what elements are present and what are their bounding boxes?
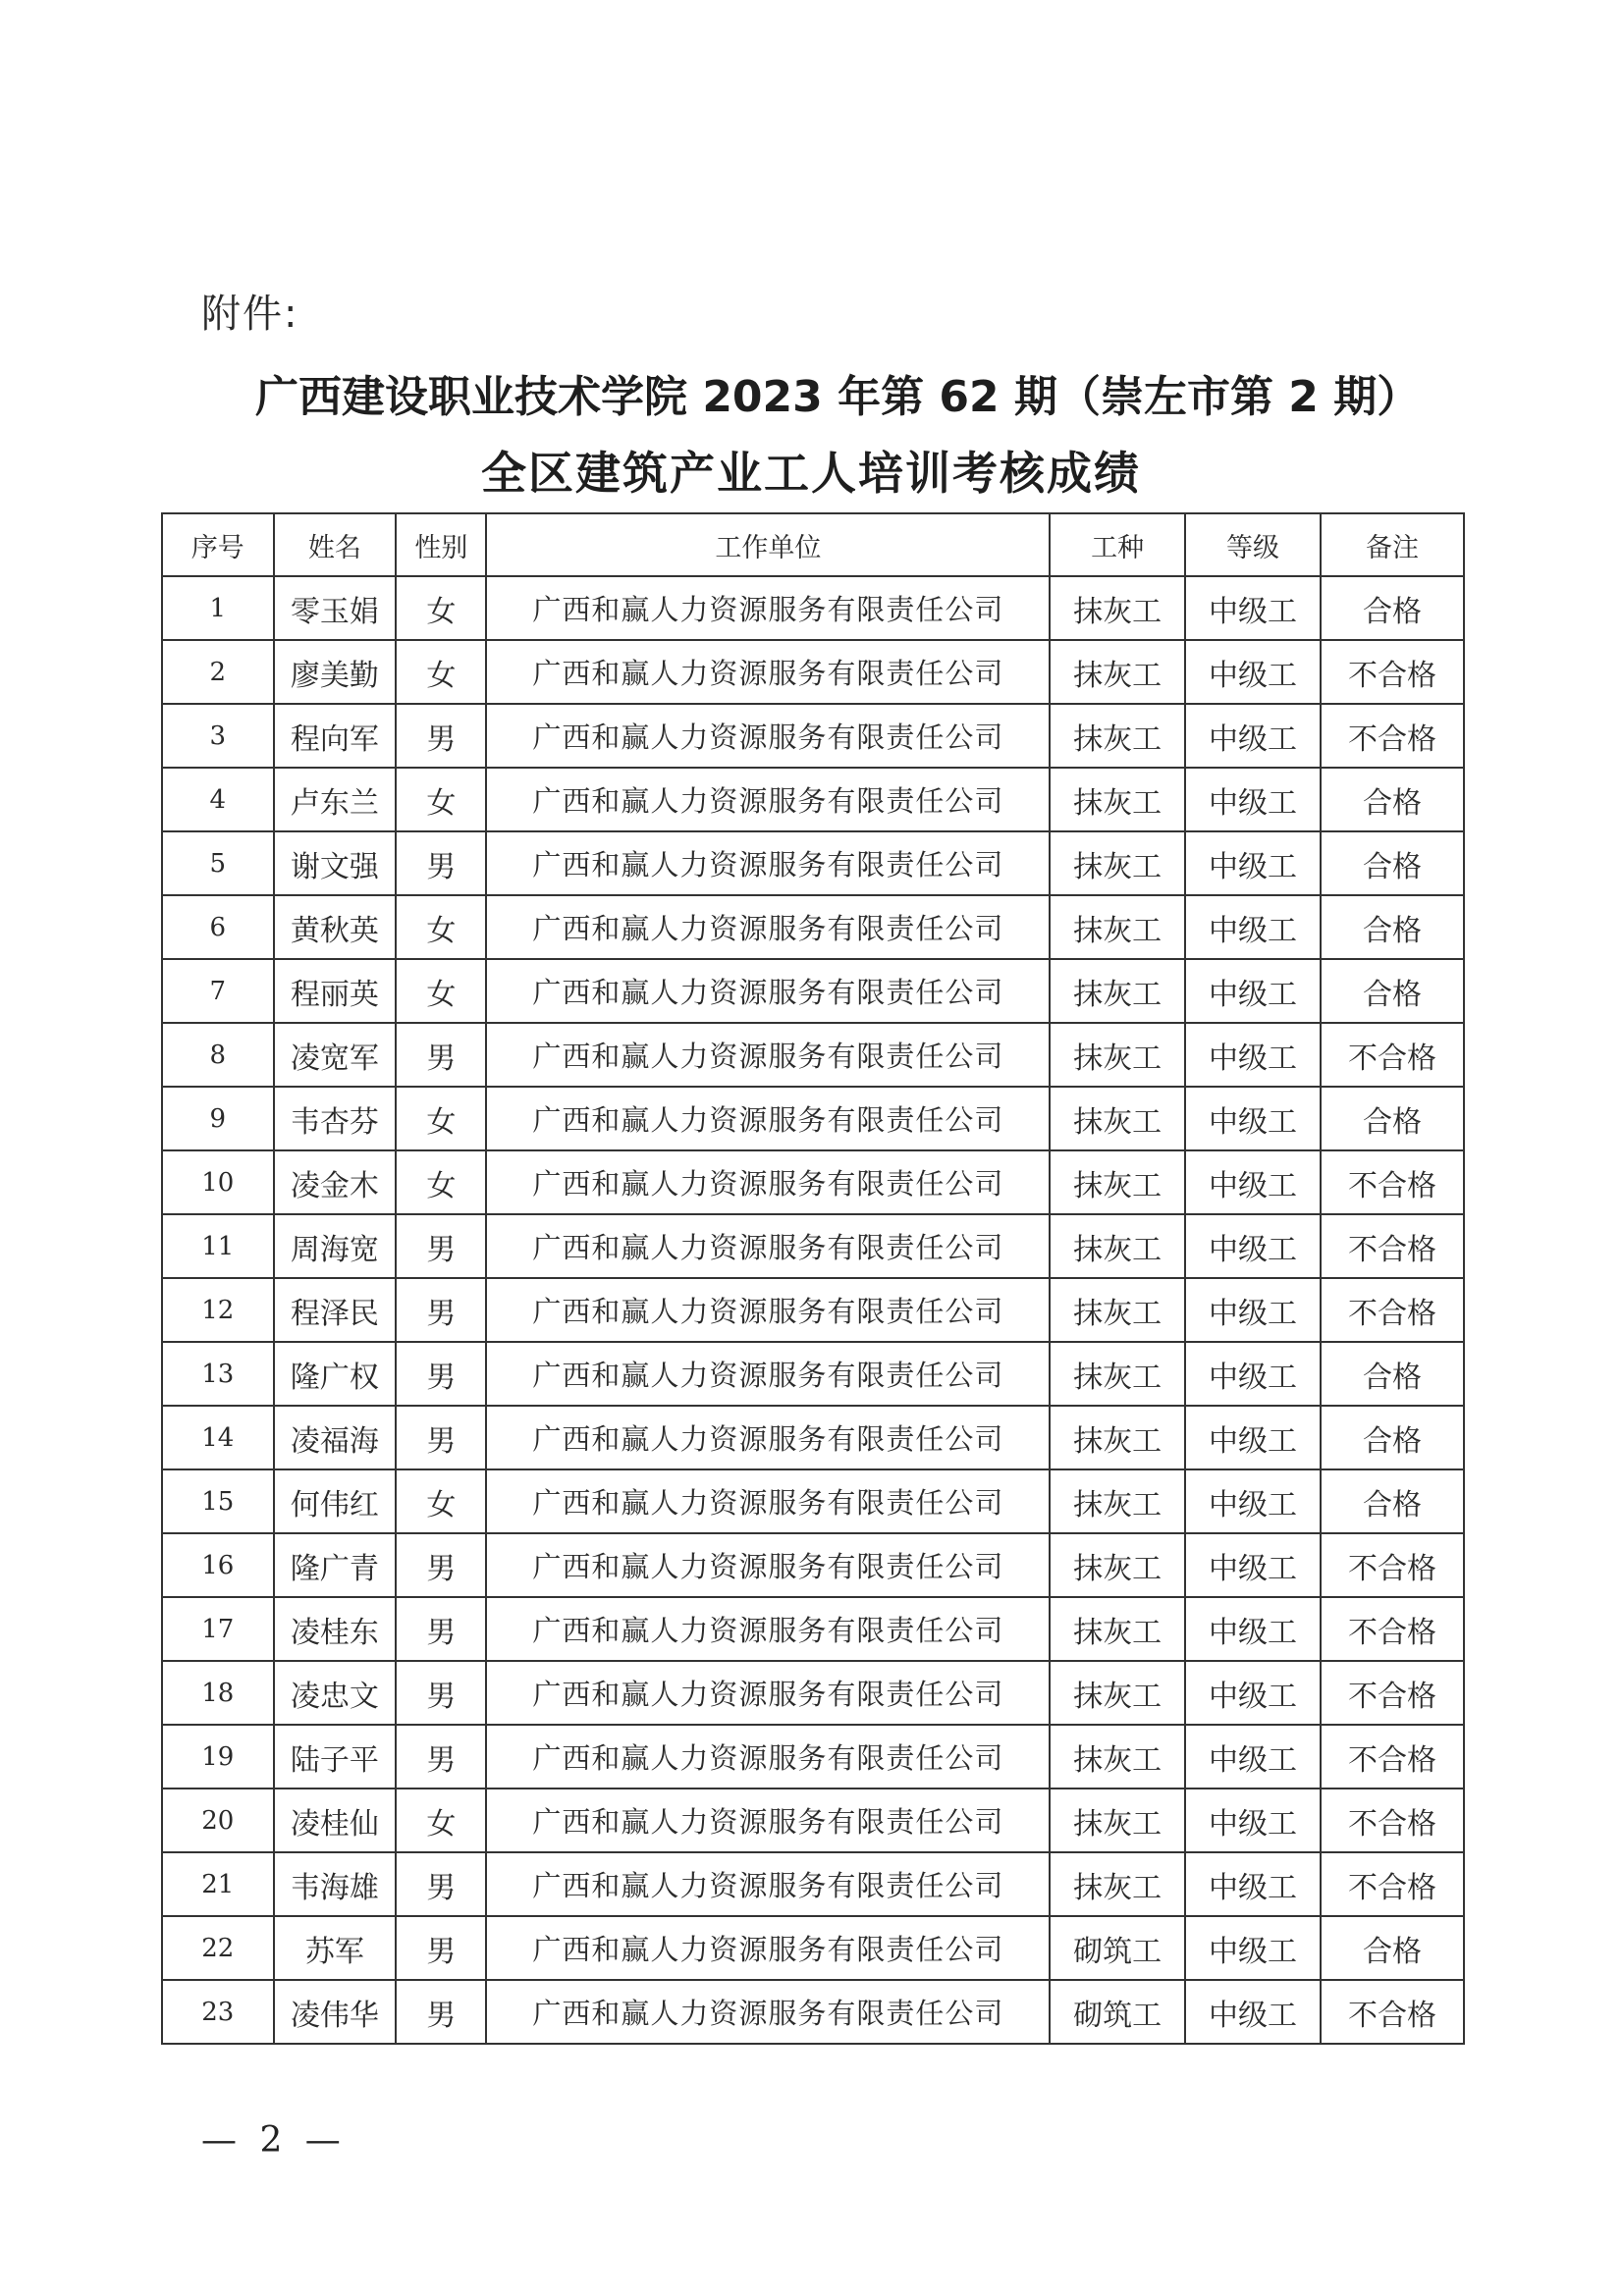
cell-gender: 男: [396, 1023, 486, 1087]
cell-unit: 广西和赢人力资源服务有限责任公司: [486, 895, 1050, 959]
cell-remark: 合格: [1321, 768, 1464, 831]
cell-remark: 不合格: [1321, 1725, 1464, 1789]
table-row: [162, 1342, 1464, 1406]
cell-gender: 女: [396, 895, 486, 959]
cell-name: 卢东兰: [274, 768, 397, 831]
cell-unit: 广西和赢人力资源服务有限责任公司: [486, 1661, 1050, 1725]
cell-remark: 不合格: [1321, 640, 1464, 704]
cell-trade: 抹灰工: [1050, 1725, 1185, 1789]
cell-gender: 女: [396, 959, 486, 1023]
cell-remark: 合格: [1321, 959, 1464, 1023]
cell-trade: 抹灰工: [1050, 1469, 1185, 1533]
cell-unit: 广西和赢人力资源服务有限责任公司: [486, 1533, 1050, 1597]
table-row: [162, 1023, 1464, 1087]
cell-gender: 女: [396, 576, 486, 640]
cell-unit: 广西和赢人力资源服务有限责任公司: [486, 640, 1050, 704]
cell-gender: 男: [396, 1597, 486, 1661]
cell-gender: 男: [396, 1406, 486, 1469]
column-header-trade: 工种: [1050, 513, 1185, 576]
cell-no: 16: [162, 1533, 274, 1597]
cell-remark: 不合格: [1321, 1661, 1464, 1725]
cell-trade: 抹灰工: [1050, 640, 1185, 704]
cell-name: 凌桂仙: [274, 1789, 397, 1852]
cell-remark: 合格: [1321, 1087, 1464, 1150]
cell-trade: 抹灰工: [1050, 831, 1185, 895]
cell-trade: 抹灰工: [1050, 1789, 1185, 1852]
table-row: [162, 704, 1464, 768]
cell-gender: 男: [396, 1278, 486, 1342]
column-header-unit: 工作单位: [486, 513, 1050, 576]
cell-remark: 不合格: [1321, 1852, 1464, 1916]
cell-name: 凌伟华: [274, 1980, 397, 2044]
cell-remark: 不合格: [1321, 1789, 1464, 1852]
cell-unit: 广西和赢人力资源服务有限责任公司: [486, 1469, 1050, 1533]
cell-no: 9: [162, 1087, 274, 1150]
cell-name: 黄秋英: [274, 895, 397, 959]
column-header-level: 等级: [1185, 513, 1321, 576]
cell-remark: 不合格: [1321, 1597, 1464, 1661]
cell-no: 4: [162, 768, 274, 831]
cell-name: 程泽民: [274, 1278, 397, 1342]
cell-level: 中级工: [1185, 1916, 1321, 1980]
cell-unit: 广西和赢人力资源服务有限责任公司: [486, 1023, 1050, 1087]
cell-trade: 抹灰工: [1050, 1661, 1185, 1725]
cell-no: 22: [162, 1916, 274, 1980]
cell-trade: 抹灰工: [1050, 704, 1185, 768]
cell-no: 21: [162, 1852, 274, 1916]
cell-name: 陆子平: [274, 1725, 397, 1789]
cell-no: 14: [162, 1406, 274, 1469]
cell-name: 凌金木: [274, 1150, 397, 1214]
cell-level: 中级工: [1185, 1150, 1321, 1214]
cell-no: 5: [162, 831, 274, 895]
table-row: [162, 1661, 1464, 1725]
cell-remark: 合格: [1321, 895, 1464, 959]
cell-name: 廖美勤: [274, 640, 397, 704]
cell-name: 凌桂东: [274, 1597, 397, 1661]
cell-level: 中级工: [1185, 1661, 1321, 1725]
cell-gender: 女: [396, 768, 486, 831]
cell-remark: 不合格: [1321, 704, 1464, 768]
cell-level: 中级工: [1185, 1533, 1321, 1597]
table-row: [162, 1789, 1464, 1852]
cell-gender: 男: [396, 1725, 486, 1789]
cell-level: 中级工: [1185, 1342, 1321, 1406]
cell-level: 中级工: [1185, 1725, 1321, 1789]
cell-name: 何伟红: [274, 1469, 397, 1533]
cell-trade: 抹灰工: [1050, 576, 1185, 640]
column-header-remark: 备注: [1321, 513, 1464, 576]
cell-name: 韦杏芬: [274, 1087, 397, 1150]
cell-gender: 男: [396, 1533, 486, 1597]
cell-level: 中级工: [1185, 895, 1321, 959]
table-row: [162, 831, 1464, 895]
cell-name: 周海宽: [274, 1214, 397, 1278]
table-row: [162, 1406, 1464, 1469]
cell-level: 中级工: [1185, 768, 1321, 831]
cell-level: 中级工: [1185, 1789, 1321, 1852]
cell-no: 1: [162, 576, 274, 640]
table-header-row: [162, 513, 1464, 576]
cell-level: 中级工: [1185, 959, 1321, 1023]
cell-no: 10: [162, 1150, 274, 1214]
cell-trade: 抹灰工: [1050, 1533, 1185, 1597]
cell-name: 隆广青: [274, 1533, 397, 1597]
cell-remark: 合格: [1321, 1342, 1464, 1406]
column-header-no: 序号: [162, 513, 274, 576]
cell-gender: 女: [396, 1789, 486, 1852]
cell-remark: 不合格: [1321, 1278, 1464, 1342]
table-row: [162, 640, 1464, 704]
cell-no: 18: [162, 1661, 274, 1725]
document-title-line2: 全区建筑产业工人培训考核成绩: [481, 447, 1141, 500]
cell-name: 凌宽军: [274, 1023, 397, 1087]
cell-gender: 男: [396, 1852, 486, 1916]
cell-gender: 男: [396, 1214, 486, 1278]
cell-name: 韦海雄: [274, 1852, 397, 1916]
cell-level: 中级工: [1185, 640, 1321, 704]
cell-no: 20: [162, 1789, 274, 1852]
cell-name: 凌忠文: [274, 1661, 397, 1725]
cell-remark: 合格: [1321, 1469, 1464, 1533]
cell-no: 3: [162, 704, 274, 768]
cell-level: 中级工: [1185, 1214, 1321, 1278]
cell-remark: 合格: [1321, 1916, 1464, 1980]
table-row: [162, 1469, 1464, 1533]
table-row: [162, 1533, 1464, 1597]
cell-remark: 合格: [1321, 1406, 1464, 1469]
cell-unit: 广西和赢人力资源服务有限责任公司: [486, 1789, 1050, 1852]
table-row: [162, 895, 1464, 959]
cell-unit: 广西和赢人力资源服务有限责任公司: [486, 1852, 1050, 1916]
cell-unit: 广西和赢人力资源服务有限责任公司: [486, 1597, 1050, 1661]
cell-gender: 男: [396, 704, 486, 768]
cell-trade: 抹灰工: [1050, 959, 1185, 1023]
cell-unit: 广西和赢人力资源服务有限责任公司: [486, 959, 1050, 1023]
document-title-line1: 广西建设职业技术学院 2023 年第 62 期（崇左市第 2 期）: [255, 372, 1421, 422]
cell-no: 13: [162, 1342, 274, 1406]
cell-unit: 广西和赢人力资源服务有限责任公司: [486, 768, 1050, 831]
cell-name: 零玉娟: [274, 576, 397, 640]
cell-level: 中级工: [1185, 1087, 1321, 1150]
cell-level: 中级工: [1185, 1980, 1321, 2044]
cell-name: 凌福海: [274, 1406, 397, 1469]
table-row: [162, 768, 1464, 831]
page-number: — 2 —: [201, 2120, 347, 2161]
cell-no: 12: [162, 1278, 274, 1342]
table-row: [162, 1852, 1464, 1916]
cell-unit: 广西和赢人力资源服务有限责任公司: [486, 1406, 1050, 1469]
cell-gender: 女: [396, 1150, 486, 1214]
table-row: [162, 1214, 1464, 1278]
cell-level: 中级工: [1185, 1278, 1321, 1342]
cell-no: 17: [162, 1597, 274, 1661]
table-body: [162, 576, 1464, 2044]
cell-remark: 不合格: [1321, 1533, 1464, 1597]
cell-trade: 砌筑工: [1050, 1980, 1185, 2044]
cell-unit: 广西和赢人力资源服务有限责任公司: [486, 1725, 1050, 1789]
cell-remark: 合格: [1321, 576, 1464, 640]
cell-no: 23: [162, 1980, 274, 2044]
cell-gender: 女: [396, 1469, 486, 1533]
cell-trade: 砌筑工: [1050, 1916, 1185, 1980]
table-row: [162, 959, 1464, 1023]
cell-unit: 广西和赢人力资源服务有限责任公司: [486, 1916, 1050, 1980]
cell-level: 中级工: [1185, 1852, 1321, 1916]
cell-name: 苏军: [274, 1916, 397, 1980]
cell-level: 中级工: [1185, 1469, 1321, 1533]
cell-no: 15: [162, 1469, 274, 1533]
cell-name: 谢文强: [274, 831, 397, 895]
cell-level: 中级工: [1185, 576, 1321, 640]
cell-remark: 不合格: [1321, 1980, 1464, 2044]
table-row: [162, 576, 1464, 640]
cell-gender: 男: [396, 1342, 486, 1406]
cell-gender: 男: [396, 1980, 486, 2044]
cell-remark: 不合格: [1321, 1214, 1464, 1278]
table-row: [162, 1278, 1464, 1342]
cell-unit: 广西和赢人力资源服务有限责任公司: [486, 1150, 1050, 1214]
cell-trade: 抹灰工: [1050, 768, 1185, 831]
cell-trade: 抹灰工: [1050, 1342, 1185, 1406]
table-row: [162, 1597, 1464, 1661]
cell-remark: 不合格: [1321, 1150, 1464, 1214]
cell-trade: 抹灰工: [1050, 1214, 1185, 1278]
cell-trade: 抹灰工: [1050, 1406, 1185, 1469]
cell-level: 中级工: [1185, 831, 1321, 895]
cell-trade: 抹灰工: [1050, 895, 1185, 959]
cell-unit: 广西和赢人力资源服务有限责任公司: [486, 1214, 1050, 1278]
cell-level: 中级工: [1185, 1597, 1321, 1661]
cell-no: 8: [162, 1023, 274, 1087]
cell-gender: 男: [396, 831, 486, 895]
cell-unit: 广西和赢人力资源服务有限责任公司: [486, 1087, 1050, 1150]
cell-trade: 抹灰工: [1050, 1852, 1185, 1916]
table-row: [162, 1725, 1464, 1789]
cell-level: 中级工: [1185, 1406, 1321, 1469]
table-row: [162, 1150, 1464, 1214]
table-row: [162, 1916, 1464, 1980]
table-row: [162, 1980, 1464, 2044]
cell-remark: 合格: [1321, 831, 1464, 895]
cell-level: 中级工: [1185, 704, 1321, 768]
cell-unit: 广西和赢人力资源服务有限责任公司: [486, 1980, 1050, 2044]
cell-unit: 广西和赢人力资源服务有限责任公司: [486, 704, 1050, 768]
cell-trade: 抹灰工: [1050, 1597, 1185, 1661]
column-header-gender: 性别: [396, 513, 486, 576]
cell-remark: 不合格: [1321, 1023, 1464, 1087]
cell-name: 隆广权: [274, 1342, 397, 1406]
cell-gender: 男: [396, 1916, 486, 1980]
cell-no: 19: [162, 1725, 274, 1789]
cell-unit: 广西和赢人力资源服务有限责任公司: [486, 1342, 1050, 1406]
cell-trade: 抹灰工: [1050, 1150, 1185, 1214]
cell-no: 11: [162, 1214, 274, 1278]
cell-unit: 广西和赢人力资源服务有限责任公司: [486, 1278, 1050, 1342]
cell-trade: 抹灰工: [1050, 1087, 1185, 1150]
cell-gender: 男: [396, 1661, 486, 1725]
results-table: [161, 512, 1465, 2045]
cell-unit: 广西和赢人力资源服务有限责任公司: [486, 576, 1050, 640]
column-header-name: 姓名: [274, 513, 397, 576]
cell-gender: 女: [396, 1087, 486, 1150]
cell-name: 程丽英: [274, 959, 397, 1023]
cell-trade: 抹灰工: [1050, 1278, 1185, 1342]
cell-unit: 广西和赢人力资源服务有限责任公司: [486, 831, 1050, 895]
cell-gender: 女: [396, 640, 486, 704]
cell-level: 中级工: [1185, 1023, 1321, 1087]
cell-trade: 抹灰工: [1050, 1023, 1185, 1087]
attachment-label: 附件:: [201, 292, 299, 337]
cell-no: 2: [162, 640, 274, 704]
cell-no: 6: [162, 895, 274, 959]
cell-no: 7: [162, 959, 274, 1023]
cell-name: 程向军: [274, 704, 397, 768]
table-row: [162, 1087, 1464, 1150]
